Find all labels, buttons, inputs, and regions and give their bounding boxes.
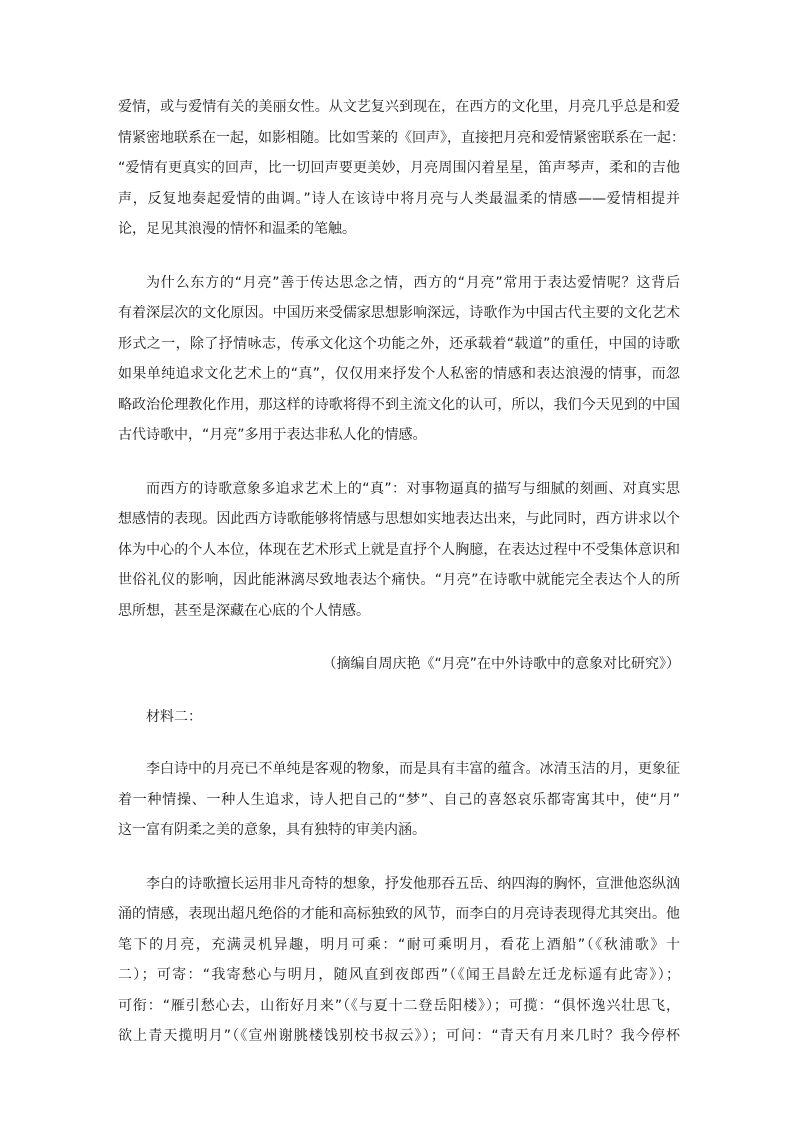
paragraph-line: 为什么东方的“月亮”善于传达思念之情，西方的“月亮”常用于表达爱情呢？这背后 bbox=[146, 274, 680, 291]
paragraph-line: 这一富有阴柔之美的意象，具有独特的审美内涵。 bbox=[118, 822, 426, 838]
paragraph-line: 爱情，或与爱情有关的美丽女性。从文艺复兴到现在，在西方的文化里，月亮几乎总是和爱 bbox=[118, 99, 680, 115]
paragraph-line: 着一种情操、一种人生追求，诗人把自己的“梦”、自己的喜怒哀乐都寄寓其中，使“月” bbox=[118, 791, 680, 808]
paragraph-line: 有着深层次的文化原因。中国历来受儒家思想影响深远，诗歌作为中国古代主要的文化艺术 bbox=[118, 305, 680, 321]
paragraph-line: 略政治伦理教化作用，那这样的诗歌将得不到主流文化的认可，所以，我们今天见到的中国 bbox=[118, 396, 680, 413]
paragraph-line: 涌的情感，表现出超凡绝俗的才能和高标独致的风节，而李白的月亮诗表现得尤其突出。他 bbox=[118, 906, 680, 922]
paragraph-1 bbox=[118, 92, 685, 245]
paragraph-3 bbox=[118, 474, 680, 627]
paragraph-line: 二）；可寄：“我寄愁心与明月，随风直到夜郎西”（《闻王昌龄左迁龙标遥有此寄》）； bbox=[118, 967, 680, 983]
paragraph-line: 世俗礼仪的影响，因此能淋漓尽致地表达个痛快。“月亮”在诗歌中就能完全表达个人的所 bbox=[118, 572, 680, 588]
paragraph-line: 可衔：“雁引愁心去，山衔好月来”（《与夏十二登岳阳楼》）；可揽：“俱怀逸兴壮思飞， bbox=[118, 997, 680, 1014]
paragraph-4 bbox=[118, 754, 680, 846]
paragraph-line: 想感情的表现。因此西方诗歌能够将情感与思想如实地表达出来，与此同时，西方讲求以个 bbox=[118, 511, 680, 527]
paragraph-line: 古代诗歌中，“月亮”多用于表达非私人化的情感。 bbox=[118, 427, 427, 443]
paragraph-line: 如果单纯追求文化艺术上的“真”，仅仅用来抒发个人私密的情感和表达浪漫的情事，而忽 bbox=[118, 366, 680, 382]
paragraph-line: “爱情有更真实的回声，比一切回声要更美妙，月亮周围闪着星星，笛声琴声，柔和的吉他 bbox=[118, 160, 680, 176]
paragraph-line: 情紧密地联系在一起，如影相随。比如雪莱的《回声》，直接把月亮和爱情紧密联系在一起： bbox=[118, 129, 685, 146]
paragraph-line: 体为中心的个人本位，体现在艺术形式上就是直抒个人胸臆，在表达过程中不受集体意识和 bbox=[118, 541, 680, 558]
paragraph-line: 形式之一，除了抒情咏志，传承文化这个功能之外，还承载着“载道”的重任，中国的诗歌 bbox=[118, 335, 680, 352]
material-label: 材料二： bbox=[146, 708, 202, 725]
paragraph-line: 论，足见其浪漫的情怀和温柔的笔触。 bbox=[118, 221, 356, 237]
paragraph-line: 笔下的月亮，充满灵机异趣，明月可乘：“耐可乘明月，看花上酒船”（《秋浦歌》十 bbox=[118, 936, 680, 953]
paragraph-line: 欲上青天揽明月”（《宣州谢朓楼饯别校书叔云》）；可问：“青天有月来几时？我今停杯 bbox=[118, 1028, 680, 1044]
paragraph-2 bbox=[118, 268, 680, 451]
paragraph-line: 而西方的诗歌意象多追求艺术上的“真”：对事物逼真的描写与细腻的刻画、对真实思 bbox=[146, 480, 680, 497]
paragraph-line: 李白诗中的月亮已不单纯是客观的物象，而是具有丰富的蕴含。冰清玉洁的月，更象征 bbox=[146, 761, 680, 777]
paragraph-5 bbox=[118, 869, 680, 1052]
paragraph-line: 思所想，甚至是深藏在心底的个人情感。 bbox=[118, 602, 370, 619]
paragraph-line: 李白的诗歌擅长运用非凡奇特的想象，抒发他那吞五岳、纳四海的胸怀，宣泄他恣纵汹 bbox=[146, 875, 680, 892]
source-citation: （摘编自周庆艳《“月亮”在中外诗歌中的意象对比研究》） bbox=[322, 656, 680, 672]
paragraph-line: 声，反复地奏起爱情的曲调。”诗人在该诗中将月亮与人类最温柔的情感——爱情相提并 bbox=[118, 190, 680, 207]
document-body bbox=[118, 92, 685, 1075]
